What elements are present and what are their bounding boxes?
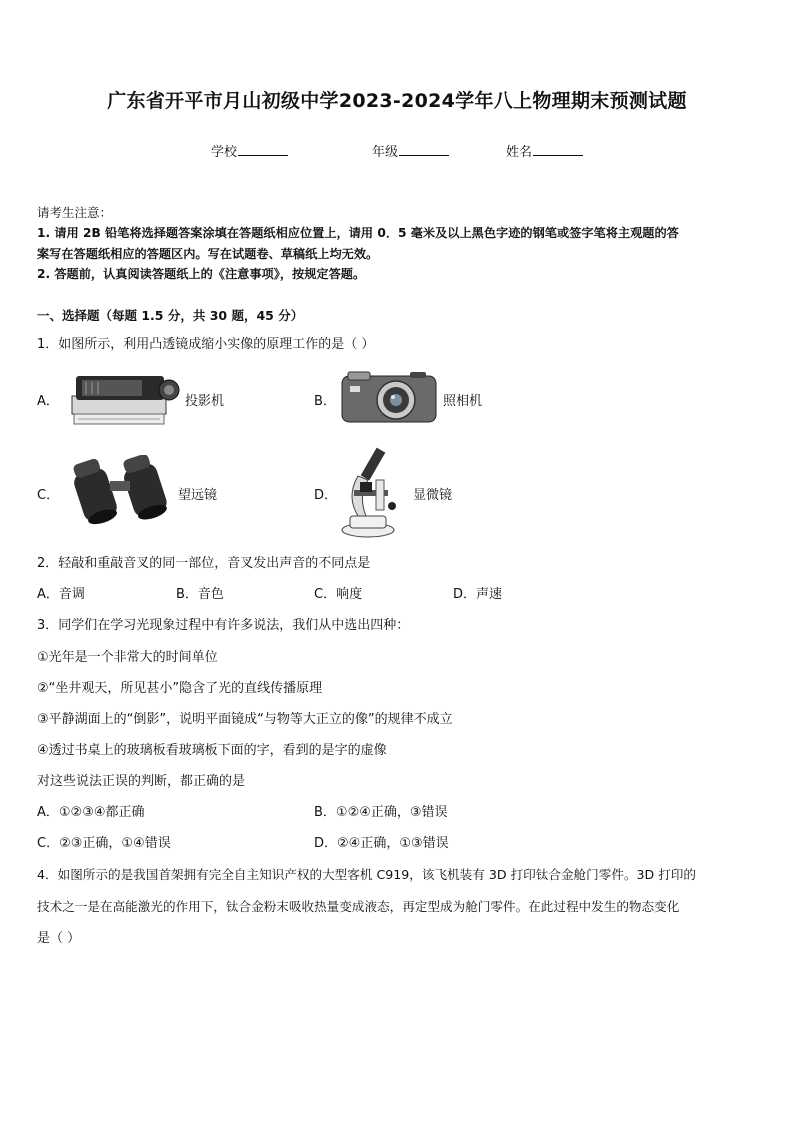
q1-stem: 1．如图所示，利用凸透镜成缩小实像的原理工作的是（ ） (37, 337, 375, 352)
q3-option-a: A．①②③④都正确 (37, 805, 145, 820)
notice-heading: 请考生注意： (37, 205, 113, 220)
q2-stem: 2．轻敲和重敲音叉的同一部位，音叉发出声音的不同点是 (37, 556, 371, 571)
microscope-icon (336, 446, 410, 540)
q2-option-a: A．音调 (37, 587, 85, 602)
notice-item-1-line-1: 1. 请用 2B 铅笔将选择题答案涂填在答题纸相应位置上，请用 0．5 毫米及以上黑色字迹的钢笔或签字笔将主观题的答 (37, 226, 679, 240)
camera-icon (340, 370, 440, 426)
q2-option-c: C．响度 (314, 587, 363, 602)
notice-item-2: 2. 答题前，认真阅读答题纸上的《注意事项》，按规定答题。 (37, 267, 366, 281)
section-1-heading: 一、选择题（每题 1.5 分，共 30 题，45 分） (37, 308, 304, 323)
q1-option-b-letter: B． (314, 394, 336, 409)
q4-line-2: 技术之一是在高能激光的作用下，钛合金粉末吸收热量变成液态，再定型成为舱门零件。在此过程中发生的物态变化 (37, 899, 680, 914)
q1-option-b-label: 照相机 (443, 394, 483, 409)
grade-field (372, 141, 449, 160)
q1-option-a-label: 投影机 (185, 394, 225, 409)
q1-option-d-label: 显微镜 (413, 488, 453, 503)
q1-option-a-letter: A． (37, 394, 59, 409)
q3-option-d: D．②④正确，①③错误 (314, 836, 449, 851)
q3-statement-2: ②“坐井观天，所见甚小”隐含了光的直线传播原理 (37, 681, 323, 696)
q4-line-3: 是（ ） (37, 931, 81, 946)
q4-line-1: 4．如图所示的是我国首架拥有完全自主知识产权的大型客机 C919，该飞机装有 3D 打印钛合金舱门零件。3D 打印的 (37, 867, 696, 882)
name-label: 姓名 (506, 145, 533, 160)
q3-statement-3: ③平静湖面上的“倒影”，说明平面镜成“与物等大正立的像”的规律不成立 (37, 712, 453, 727)
q1-option-d-letter: D． (314, 488, 338, 503)
projector-icon (68, 370, 183, 430)
grade-label: 年级 (372, 145, 399, 160)
q3-judge-text: 对这些说法正误的判断，都正确的是 (37, 774, 246, 789)
q2-option-d: D．声速 (453, 587, 503, 602)
page-title: 广东省开平市月山初级中学2023-2024学年八上物理期末预测试题 (107, 90, 687, 112)
q3-option-b: B．①②④正确，③错误 (314, 805, 448, 820)
name-blank (533, 143, 583, 156)
q3-statement-1: ①光年是一个非常大的时间单位 (37, 650, 218, 665)
school-blank (238, 143, 288, 156)
q3-option-c: C．②③正确，①④错误 (37, 836, 171, 851)
q2-option-b: B．音色 (176, 587, 224, 602)
school-label: 学校 (211, 145, 238, 160)
grade-blank (399, 143, 449, 156)
notice-item-1-line-2: 案写在答题纸相应的答题区内。写在试题卷、草稿纸上均无效。 (37, 247, 379, 261)
school-field (211, 141, 288, 160)
q3-stem: 3．同学们在学习光现象过程中有许多说法，我们从中选出四种： (37, 618, 410, 633)
name-field (506, 141, 583, 160)
q3-statement-4: ④透过书桌上的玻璃板看玻璃板下面的字，看到的是字的虚像 (37, 743, 387, 758)
q1-option-c-letter: C． (37, 488, 60, 503)
q1-option-c-label: 望远镜 (178, 488, 218, 503)
binoculars-icon (68, 455, 176, 525)
